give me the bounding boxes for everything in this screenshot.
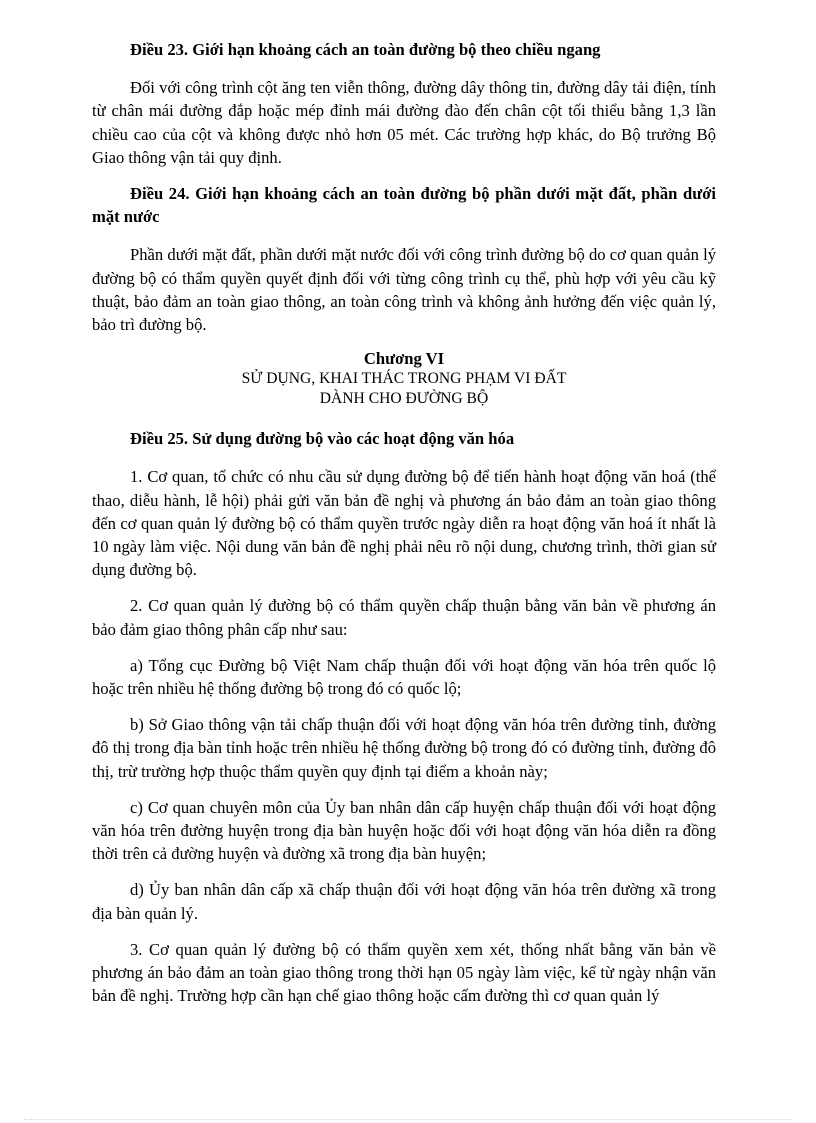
article-23-heading: Điều 23. Giới hạn khoảng cách an toàn đường bộ theo chiều ngang: [130, 40, 601, 59]
article-24-heading: Điều 24. Giới hạn khoảng cách an toàn đường bộ phần dưới mặt đất, phần dưới mặt nước: [92, 184, 716, 227]
chapter-title-line-2: DÀNH CHO ĐƯỜNG BỘ: [319, 390, 489, 408]
page-bottom-divider: [24, 1119, 792, 1120]
article-25-clause-1: 1. Cơ quan, tổ chức có nhu cầu sử dụng đường bộ để tiến hành hoạt động văn hoá (thể thao, diễu hành, lễ hội) phải gửi văn bản đề nghị và phương án bảo đảm an toàn giao thông đến cơ quan quản lý đường bộ có thẩm quyền trước ngày diễn ra hoạt động văn hoá ít nhất là 10 ngày làm việc. Nội dung văn bản đề nghị phải nêu rõ nội dung, chương trình, thời gian sử dụng đường bộ.: [92, 467, 716, 580]
article-25-heading: Điều 25. Sử dụng đường bộ vào các hoạt động văn hóa: [130, 429, 515, 449]
article-25-clause-3: 3. Cơ quan quản lý đường bộ có thẩm quyền xem xét, thống nhất bằng văn bản về phương án bảo đảm an toàn giao thông trong thời hạn 05 ngày làm việc, kể từ ngày nhận văn bản đề nghị. Trường hợp cần hạn chế giao thông hoặc cấm đường thì cơ quan quản lý: [92, 939, 716, 1006]
article-25-clause-2: 2. Cơ quan quản lý đường bộ có thẩm quyền chấp thuận bằng văn bản về phương án bảo đảm giao thông phân cấp như sau:: [92, 596, 716, 639]
article-24-paragraph: Phần dưới mặt đất, phần dưới mặt nước đối với công trình đường bộ do cơ quan quản lý đường bộ có thẩm quyền quyết định đối với từng công trình cụ thể, phù hợp với yêu cầu kỹ thuật, bảo đảm an toàn giao thông, an toàn công trình và không ảnh hưởng đến việc quản lý, bảo trì đường bộ.: [92, 245, 716, 335]
document-page: [92, 38, 716, 1021]
article-23-paragraph: Đối với công trình cột ăng ten viễn thông, đường dây thông tin, đường dây tải điện, tính từ chân mái đường đắp hoặc mép đỉnh mái đường đào đến chân cột tối thiểu bằng 1,3 lần chiều cao của cột và không được nhỏ hơn 05 mét. Các trường hợp khác, do Bộ trưởng Bộ Giao thông vận tải quy định.: [92, 78, 716, 167]
chapter-number: Chương VI: [363, 349, 445, 369]
article-25-clause-2d: d) Ủy ban nhân dân cấp xã chấp thuận đối với hoạt động văn hóa trên đường xã trong địa bàn quản lý.: [92, 880, 716, 923]
article-25-clause-2a: a) Tổng cục Đường bộ Việt Nam chấp thuận đối với hoạt động văn hóa trên quốc lộ hoặc trên nhiều hệ thống đường bộ trong đó có quốc lộ;: [92, 655, 716, 699]
article-25-clause-2c: c) Cơ quan chuyên môn của Ủy ban nhân dân cấp huyện chấp thuận đối với hoạt động văn hóa trên đường huyện trong địa bàn huyện hoặc đối với hoạt động văn hóa diễn ra đồng thời trên cả đường huyện và đường xã trong địa bàn huyện;: [92, 797, 716, 864]
chapter-title-line-1: SỬ DỤNG, KHAI THÁC TRONG PHẠM VI ĐẤT: [241, 370, 567, 388]
chapter-header: [92, 349, 716, 409]
article-25-clause-2b: b) Sở Giao thông vận tải chấp thuận đối với hoạt động văn hóa trên đường tỉnh, đường đô thị trong địa bàn tỉnh hoặc trên nhiều hệ thống đường bộ trong đó có đường tỉnh, đường đô thị, trừ trường hợp thuộc thẩm quyền quy định tại điểm a khoản này;: [92, 715, 716, 781]
